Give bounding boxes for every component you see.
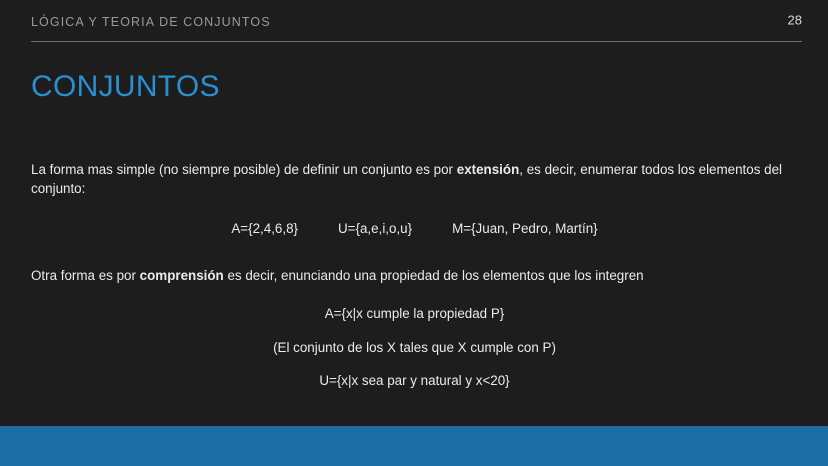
page-title: CONJUNTOS [31,70,220,103]
paragraph-comprehension-emphasis: comprensión [139,268,224,283]
comprehension-line-3: U={x|x sea par y natural y x<20} [319,373,510,388]
example-set-a: A={2,4,6,8} [231,221,299,236]
paragraph-comprehension [31,266,798,285]
header-section-title: LÓGICA Y TEORIA DE CONJUNTOS [31,15,271,29]
example-set-u: U={a,e,i,o,u} [338,221,413,236]
paragraph-extension-part1: La forma mas simple (no siempre posible) de definir un conjunto es por [31,162,457,177]
examples-extension-row [31,219,798,238]
comprehension-line-2: (El conjunto de los X tales que X cumple con P) [273,340,556,355]
paragraph-extension [31,160,798,198]
paragraph-extension-part2: , es decir, enumerar todos los elementos del conjunto: [31,162,783,196]
comprehension-line-1: A={x|x cumple la propiedad P} [324,306,505,321]
example-set-m: M={Juan, Pedro, Martín} [452,221,598,236]
paragraph-comprehension-part1: Otra forma es por [31,268,140,283]
header-divider [31,41,802,42]
paragraph-comprehension-part2: es decir, enunciando una propiedad de los elementos que los integren [223,268,644,283]
paragraph-extension-emphasis: extensión [456,162,520,177]
footer-accent-bar [0,426,828,466]
slide-header [0,0,828,44]
page-number: 28 [787,12,802,28]
